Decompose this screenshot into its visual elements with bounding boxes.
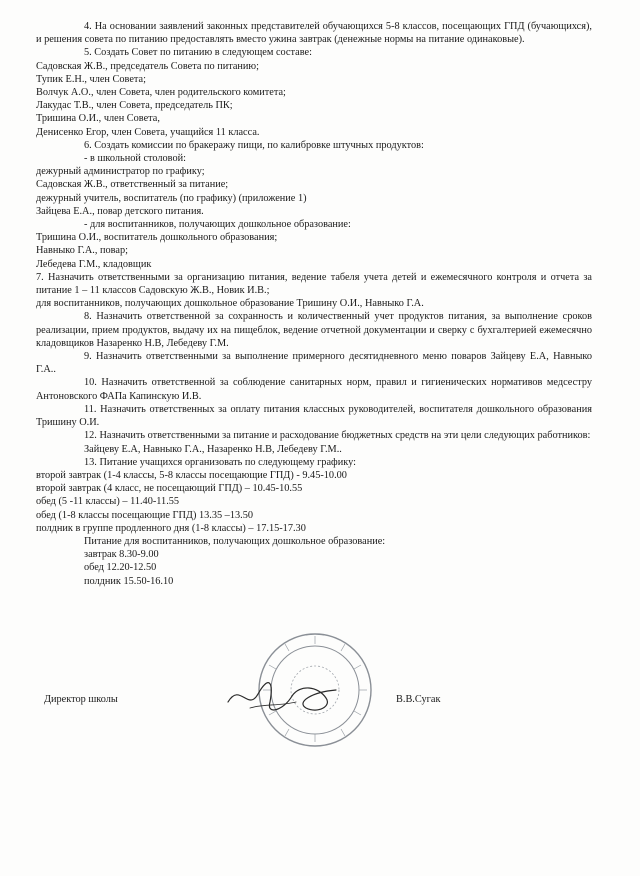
schedule-item: полдник 15.50-16.10 — [84, 575, 174, 587]
paragraph-7-continuation: для воспитанников, получающих дошкольное образование Тришину О.И., Навныко Г.А. — [36, 298, 424, 310]
commission-subheading: - для воспитанников, получающих дошкольное образование: — [84, 219, 351, 231]
schedule-item: завтрак 8.30-9.00 — [84, 549, 159, 561]
council-member: Волчук А.О., член Совета, член родительского комитета; — [36, 87, 286, 99]
schedule-item: обед (1-8 классы посещающие ГПД) 13.35 –13.50 — [36, 509, 254, 521]
signature-block — [44, 694, 504, 714]
paragraph-7: 7. Назначить ответственными за организацию питания, ведение табеля учета детей и ежемесячного контроля и отчета за питание 1 – 11 классов Садовскую Ж.В., Новик И.В.; — [36, 271, 592, 297]
paragraph-5: 5. Создать Совет по питанию в следующем составе: — [84, 47, 312, 59]
paragraph-8: 8. Назначить ответственной за сохранность и количественный учет продуктов питания, за выполнение сроков реализации, прием продуктов, выдачу их на пищеблок, ведение отчетной документации и сверку с бухгалтерией ежемесячно кладовщиков Назаренко Н.В, Лебедеву Г.М. — [36, 311, 592, 349]
commission-subheading: - в школьной столовой: — [84, 153, 186, 165]
commission-member: Садовская Ж.В., ответственный за питание; — [36, 179, 229, 191]
commission-member: дежурный администратор по графику; — [36, 166, 205, 178]
council-member: Лакудас Т.В., член Совета, председатель ПК; — [36, 100, 233, 112]
paragraph-11: 11. Назначить ответственных за оплату питания классных руководителей, воспитателя дошкольного образования Тришину О.И. — [36, 403, 592, 429]
commission-member: Навныко Г.А., повар; — [36, 245, 128, 257]
paragraph-9: 9. Назначить ответственными за выполнение примерного десятидневного меню поваров Зайцеву Е.А, Навныко Г.А.. — [36, 351, 592, 376]
commission-member: дежурный учитель, воспитатель (по графику) (приложение 1) — [36, 192, 307, 204]
schedule-item: полдник в группе продленного дня (1-8 классы) – 17.15-17.30 — [36, 522, 306, 534]
responsible-staff: Зайцеву Е.А, Навныко Г.А., Назаренко Н.В, Лебедеву Г.М.. — [84, 443, 342, 455]
schedule-item: обед 12.20-12.50 — [84, 562, 157, 574]
schedule-item: второй завтрак (1-4 классы, 5-8 классы посещающие ГПД) - 9.45-10.00 — [36, 469, 347, 481]
preschool-schedule-heading: Питание для воспитанников, получающих дошкольное образование: — [84, 535, 386, 547]
commission-member: Тришина О.И., воспитатель дошкольного образования; — [36, 232, 278, 244]
schedule-item: второй завтрак (4 класс, не посещающий ГПД) – 10.45-10.55 — [36, 483, 303, 495]
paragraph-6: 6. Создать комиссии по бракеражу пищи, по калибровке штучных продуктов: — [84, 139, 424, 151]
order-text — [36, 20, 592, 588]
council-member: Тупик Е.Н., член Совета; — [36, 73, 146, 85]
council-member: Денисенко Егор, член Совета, учащийся 11 класса. — [36, 126, 260, 138]
council-member: Тришина О.И., член Совета, — [36, 113, 160, 125]
commission-member: Зайцева Е.А., повар детского питания. — [36, 205, 204, 217]
paragraph-4: 4. На основании заявлений законных представителей обучающихся 5-8 классов, посещающих ГПД (бучающихся), и решения совета по питанию предоставлять вместо ужина завтрак (денежные нормы на питание одинаковые). — [36, 21, 592, 46]
paragraph-10: 10. Назначить ответственной за соблюдение санитарных норм, правил и гигиенических нормативов медсестру Антоновского ФАПа Капинскую И.В. — [36, 377, 592, 402]
director-name: В.В.Сугак — [396, 694, 441, 705]
paragraph-12: 12. Назначить ответственными за питание и расходование бюджетных средств на эти цели следующих работников: — [84, 430, 591, 442]
schedule-item: обед (5 -11 классы) – 11.40-11.55 — [36, 496, 180, 508]
commission-member: Лебедева Г.М., кладовщик — [36, 258, 152, 270]
director-title: Директор школы — [44, 694, 118, 705]
paragraph-13: 13. Питание учащихся организовать по следующему графику: — [84, 456, 356, 468]
council-member: Садовская Ж.В., председатель Совета по питанию; — [36, 60, 259, 72]
